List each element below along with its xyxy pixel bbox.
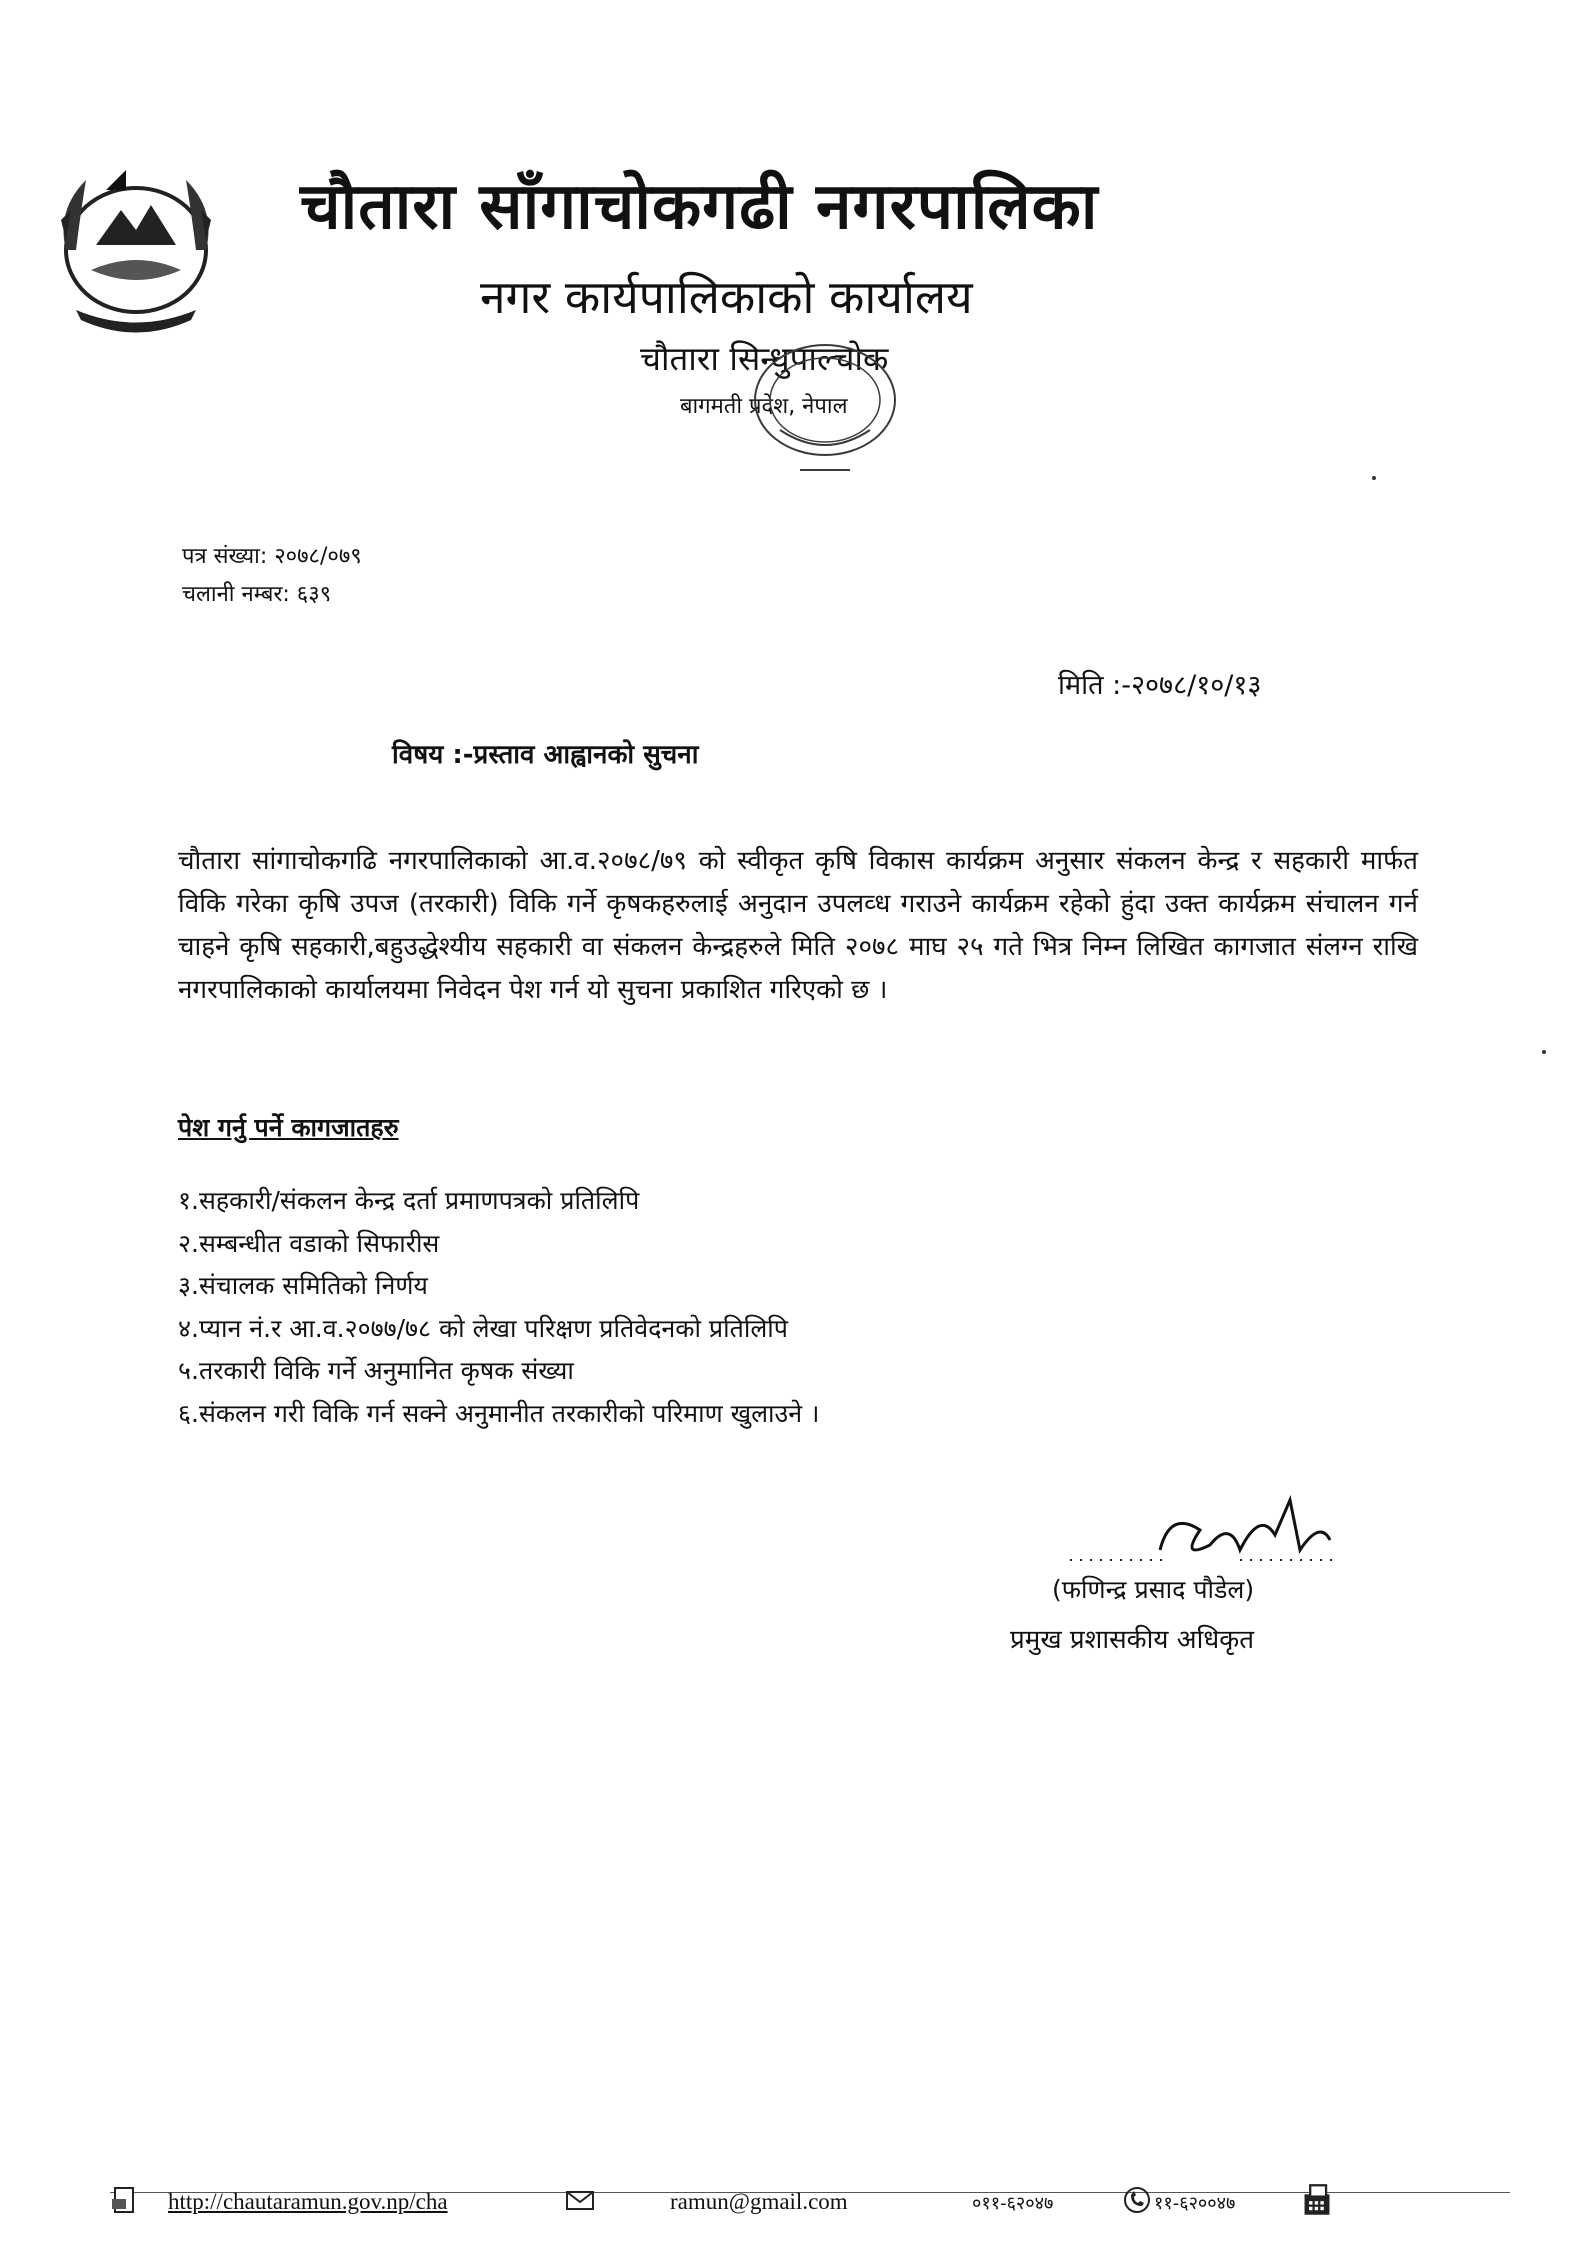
notice-body: चौतारा सांगाचोकगढि नगरपालिकाको आ.व.२०७८/७९ को स्वीकृत कृषि विकास कार्यक्रम अनुसार संकलन केन्द्र र सहकारी मार्फत विकि गरेका कृषि उपज (तरकारी) विकि गर्ने कृषकहरुलाई अनुदान उपलव्ध गराउने कार्यक्रम रहेको हुंदा उक्त कार्यक्रम संचालन गर्न चाहने कृषि सहकारी,बहुउद्धेश्यीय सहकारी वा संकलन केन्द्रहरुले मिति २०७८ माघ २५ गते भित्र निम्न लिखित कागजात संलग्न राखि नगरपालिकाको कार्यालयमा निवेदन पेश गर्न यो सुचना प्रकाशित गरिएको छ । [178,846,1418,1005]
fax-icon [1300,2183,1334,2217]
office-subtitle: नगर कार्यपालिकाको कार्यालय [480,270,973,324]
list-item: ५.तरकारी विकि गर्ने अनुमानित कृषक संख्या [178,1356,574,1385]
phone-text-2: ११-६२००४७ [1154,2193,1236,2214]
letter-date: मिति :-२०७८/१०/१३ [1058,670,1262,701]
list-item: २.सम्बन्धीत वडाको सिफारीस [178,1228,440,1258]
nepal-emblem-icon [36,150,236,340]
speck [1542,1050,1546,1054]
list-item: ३.संचालक समितिको निर्णय [178,1271,428,1300]
documents-heading: पेश गर्नु पर्ने कागजातहरु [178,1113,399,1142]
office-stamp-icon [720,320,930,500]
phone-text: ०११-६२०४७ [972,2193,1054,2214]
signatory-title: प्रमुख प्रशासकीय अधिकृत [1010,1625,1255,1655]
footer [110,2185,1570,2225]
dispatch-number: चलानी नम्बर: ६३९ [182,582,332,607]
speck [1372,476,1376,480]
documents-list [178,1180,820,1435]
website-link[interactable]: http://chautaramun.gov.np/cha [168,2189,448,2214]
signature-mark [1060,1490,1360,1570]
letter-subject: विषय :-प्रस्ताव आह्वानको सुचना [392,740,699,770]
list-item: ६.संकलन गरी विकि गर्न सक्ने अनुमानीत तरकारीको परिमाण खुलाउने । [178,1398,820,1428]
list-item: १.सहकारी/संकलन केन्द्र दर्ता प्रमाणपत्रको प्रतिलिपि [178,1186,640,1215]
office-title: चौतारा साँगाचोकगढी नगरपालिका [300,170,1099,244]
letter-number: पत्र संख्या: २०७८/०७९ [182,544,362,569]
signatory-name: (फणिन्द्र प्रसाद पौडेल) [1052,1575,1255,1604]
email-text[interactable]: ramun@gmail.com [670,2189,848,2214]
list-item: ४.प्यान नं.र आ.व.२०७७/७८ को लेखा परिक्षण प्रतिवेदनको प्रतिलिपि [178,1313,788,1343]
phone-icon [1122,2185,1152,2215]
office-place: चौतारा सिन्धुपाल्चोक [640,339,889,378]
mail-icon [565,2185,595,2215]
web-icon [110,2185,140,2215]
office-region: बागमती प्रदेश, नेपाल [680,394,848,419]
